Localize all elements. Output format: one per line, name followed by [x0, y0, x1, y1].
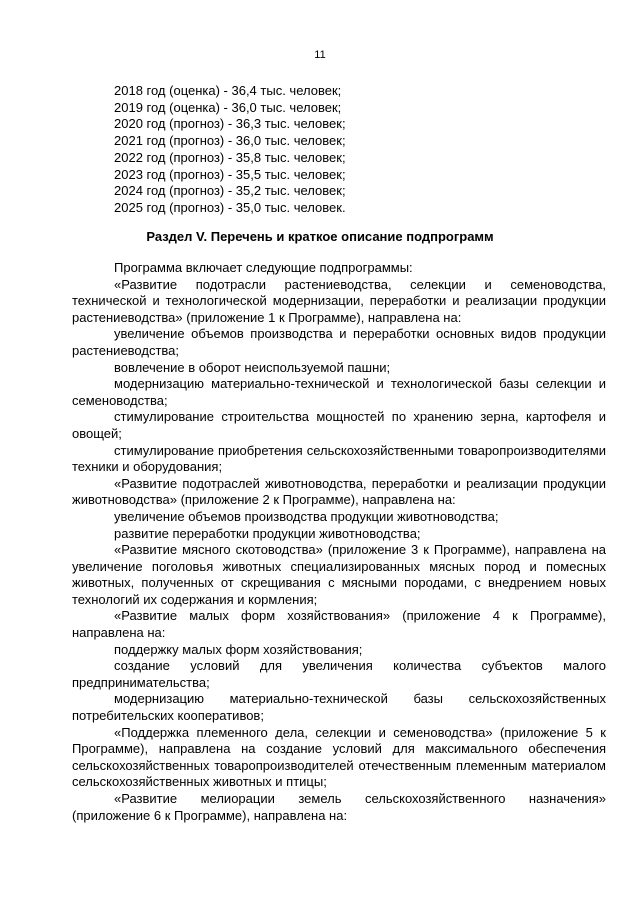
section-body — [72, 260, 606, 824]
paragraph: Программа включает следующие подпрограммы: — [114, 260, 413, 275]
forecast-line: 2020 год (прогноз) - 36,3 тыс. человек; — [114, 116, 346, 132]
paragraph: «Развитие малых форм хозяйствования» (приложение 4 к Программе), направлена на: — [72, 608, 606, 641]
forecast-line: 2019 год (оценка) - 36,0 тыс. человек; — [114, 99, 342, 115]
paragraph: стимулирование приобретения сельскохозяйственными товаропроизводителями техники и оборудования; — [72, 442, 606, 475]
forecast-line: 2023 год (прогноз) - 35,5 тыс. человек; — [114, 166, 346, 182]
paragraph: «Развитие мясного скотоводства» (приложение 3 к Программе), направлена на увеличение поголовья животных специализированных мясных пород и помесных животных, полученных от скрещивания с мясными породами, с внедрением новых технологий их содержания и кормления; — [72, 542, 606, 607]
paragraph: развитие переработки продукции животноводства; — [114, 525, 421, 541]
forecast-line: 2025 год (прогноз) - 35,0 тыс. человек. — [114, 199, 346, 215]
paragraph: «Развитие мелиорации земель сельскохозяйственного назначения» (приложение 6 к Программе), направлена на: — [72, 791, 606, 823]
paragraph: увеличение объемов производства продукции животноводства; — [114, 508, 499, 524]
section-heading: Раздел V. Перечень и краткое описание подпрограмм — [146, 229, 494, 244]
paragraph: стимулирование строительства мощностей по хранению зерна, картофеля и овощей; — [72, 409, 606, 441]
page-number: 11 — [314, 49, 326, 61]
paragraph: модернизацию материально-технической базы сельскохозяйственных потребительских кооперативов; — [72, 691, 606, 724]
forecast-line: 2018 год (оценка) - 36,4 тыс. человек; — [114, 83, 342, 98]
forecast-line: 2021 год (прогноз) - 36,0 тыс. человек; — [114, 133, 346, 149]
population-forecast-list — [114, 83, 534, 217]
paragraph: создание условий для увеличения количества субъектов малого предпринимательства; — [72, 658, 606, 690]
paragraph: модернизацию материально-технической и технологической базы селекции и семеноводства; — [72, 376, 606, 408]
paragraph: вовлечение в оборот неиспользуемой пашни; — [114, 359, 391, 375]
paragraph: поддержку малых форм хозяйствования; — [114, 641, 363, 657]
forecast-line: 2022 год (прогноз) - 35,8 тыс. человек; — [114, 149, 346, 165]
paragraph: «Развитие подотрасли растениеводства, селекции и семеноводства, технической и технологической модернизации, переработки и реализации продукции растениеводства» (приложение 1 к Программе), направлена на: — [72, 276, 606, 325]
forecast-line: 2024 год (прогноз) - 35,2 тыс. человек; — [114, 183, 346, 199]
paragraph: «Развитие подотраслей животноводства, переработки и реализации продукции животноводства» (приложение 2 к Программе), направлена на: — [72, 475, 606, 508]
paragraph: увеличение объемов производства и переработки основных видов продукции растениеводства; — [72, 326, 606, 358]
paragraph: «Поддержка племенного дела, селекции и семеноводства» (приложение 5 к Программе), направлена на создание условий для максимального обеспечения сельскохозяйственных товаропроизводителей отечественным племенным материалом сельскохозяйственных животных и птицы; — [72, 724, 606, 790]
